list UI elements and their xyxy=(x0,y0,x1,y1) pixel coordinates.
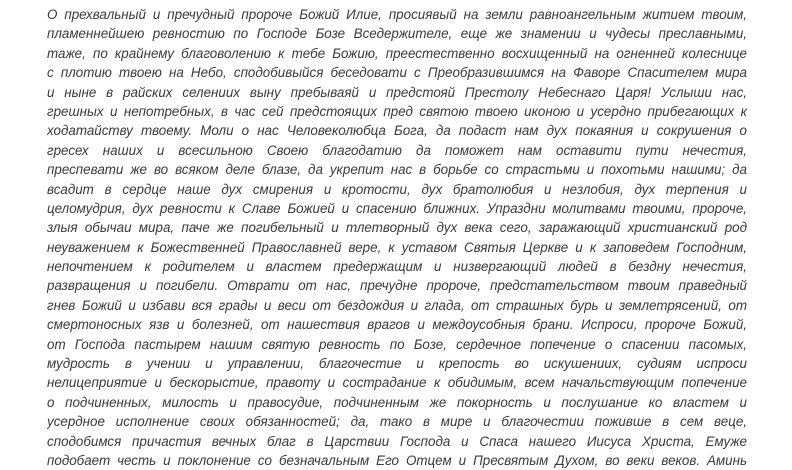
text-line: злыя обычаи мира, паче же погибельный и тлетворный дух века сего, заражающий христианский род xyxy=(47,220,747,236)
text-line: гресех наших и всесильною Своею благодатию да поможет нам оставити пути нечестия, xyxy=(47,142,747,158)
text-line: грешных и непотребных, в час сей предстоящих пред святою твоею иконою и усердно прибегающих к xyxy=(47,103,747,119)
text-line: преспевати же во всяком деле блазе, да укрепит нас в борьбе со страстьми и похотьми нашими; да xyxy=(47,162,747,178)
text-line: О прехвальный и пречудный пророче Божий Илие, просиявый на земли равноангельным житием твоим, xyxy=(47,7,747,22)
text-line: целомудрия, дух ревности к Славе Божией и спасению ближних. Упраздни молитвами твоими, пророче, xyxy=(47,200,747,216)
text-line: неуважением к Божественней Православней вере, к уставом Святыя Церкве и к заповедем Господним, xyxy=(47,239,747,255)
text-line: непочтением к родителем и властем предержащим и низвергающий людей в бездну нечестия, xyxy=(47,259,747,275)
text-line: нелицеприятие и бескорыстие, правоту и сострадание к обидимым, всем начальствующим попечение xyxy=(47,375,747,391)
text-line: пламеннейшею ревностию по Господе Бозе Вседержителе, еще же знамении и чудесы преславными, xyxy=(47,26,747,42)
text-line: гнев Божий и избави вся грады и веси от бездождия и глада, от страшных бурь и землетрясений, от xyxy=(47,297,747,313)
text-line: усердное исполнение своих обязанностей; да, тако в мире и благочестии поживше в сем веце, xyxy=(47,414,747,430)
prayer-text xyxy=(47,5,747,470)
text-line: с плотию твоею на Небо, сподобивыйся беседовати с Преобразившимся на Фаворе Спасителем мира xyxy=(47,65,747,81)
text-line: и ныне в райских селениих выну пребываяй и предстояй Престолу Небеснаго Царя! Услыши нас, xyxy=(47,84,747,100)
text-line: таже, по крайнему благоволению к тебе Божию, преестественно восхищенный на огненней колеснице xyxy=(47,45,747,61)
text-line: ходатайству твоему. Моли о нас Человеколюбца Бога, да подаст нам дух покаяния и сокрушения о xyxy=(47,123,747,139)
text-line: о подчиненных, милость и правосудие, подчиненным же покорность и послушание ко властем и xyxy=(47,394,747,410)
text-line: от Господа пастырем нашим святую ревность по Бозе, сердечное попечение о спасении пасомых, xyxy=(47,336,747,352)
text-line: подобает честь и поклонение со безначальным Его Отцем и Пресвятым Духом, во веки веков. Аминь xyxy=(47,452,747,468)
text-line: всадит в сердце наше дух смирения и кротости, дух братолюбия и незлобия, дух терпения и xyxy=(47,181,747,197)
text-line: смертоносных язв и болезней, от нашествия врагов и междоусобныя брани. Испроси, пророче Божий, xyxy=(47,317,747,333)
text-line: сподобимся причастия вечных благ в Царствии Господа и Спаса нашего Иисуса Христа, Емуже xyxy=(47,433,747,449)
text-line: развращения и погибели. Отврати от нас, пречудне пророче, предстательством твоим праведный xyxy=(47,278,747,294)
text-line: мудрость в учении и управлении, благочестие и крепость во искушениих, судиям испроси xyxy=(47,356,747,372)
